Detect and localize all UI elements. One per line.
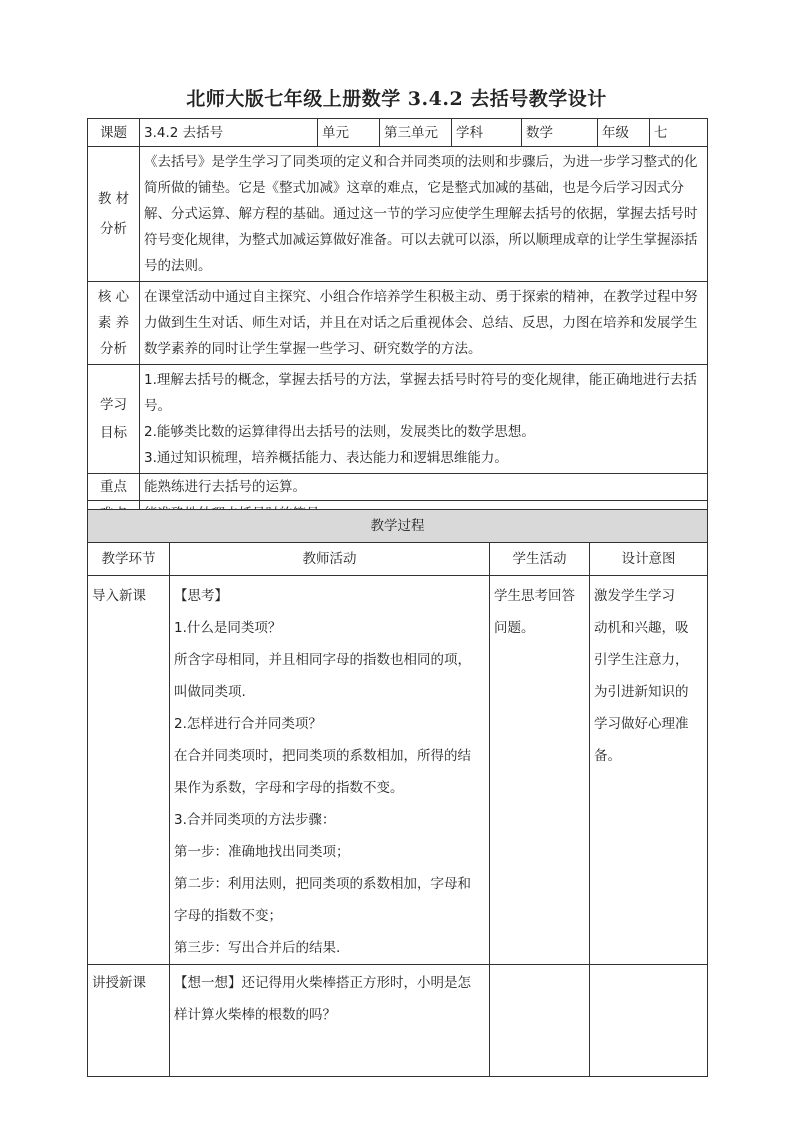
goals-label-line1: 学习 — [100, 397, 127, 413]
process-row-new-lesson — [88, 965, 708, 1077]
key-point-row — [88, 474, 708, 501]
intent-line: 学习做好心理准 — [594, 716, 689, 732]
stage-cell: 导入新课 — [88, 576, 170, 965]
teacher-line: 第三步：写出合并后的结果. — [174, 940, 341, 956]
header-row — [88, 119, 708, 147]
teacher-line: 叫做同类项. — [174, 684, 246, 700]
teacher-line: 2.怎样进行合并同类项？ — [174, 716, 322, 732]
course-value: 3.4.2 去括号 — [140, 119, 318, 147]
intent-line: 动机和兴趣，吸 — [594, 620, 689, 636]
info-table — [87, 118, 708, 528]
core-literacy-row — [88, 282, 708, 365]
material-analysis-text: 《去括号》是学生学习了同类项的定义和合并同类项的法则和步骤后，为进一步学习整式的化简所做的铺垫。它是《整式加减》这章的难点，它是整式加减的基础，也是今后学习因式分解、分式运算、解方程的基础。通过这一节的学习应使学生理解去括号的依据，掌握去括号时符号变化规律，为整式加减运算做好准备。可以去就可以添，所以顺理成章的让学生掌握添括号的法则。 — [140, 147, 708, 282]
core-label-line2: 素 养 — [97, 315, 130, 331]
goal-item: 3.通过知识梳理，培养概括能力、表达能力和逻辑思维能力。 — [144, 450, 508, 466]
teacher-line: 第一步：准确地找出同类项； — [174, 844, 350, 860]
page-title: 北师大版七年级上册数学 3.4.2 去括号教学设计 — [186, 88, 607, 110]
student-activity-cell — [490, 965, 590, 1077]
core-label-line3: 分析 — [100, 341, 127, 357]
material-label-line1: 教 材 — [97, 191, 130, 207]
teacher-line: 第二步：利用法则，把同类项的系数相加，字母和 — [174, 876, 471, 892]
unit-value: 第三单元 — [380, 119, 452, 147]
course-label: 课题 — [88, 119, 140, 147]
learning-goals-text — [140, 365, 708, 474]
student-activity-cell — [490, 576, 590, 965]
core-literacy-label — [88, 282, 140, 365]
teacher-line: 1.什么是同类项？ — [174, 620, 282, 636]
teacher-line: 果作为系数，字母和字母的指数不变。 — [174, 780, 404, 796]
key-point-label: 重点 — [88, 474, 140, 501]
goal-item: 2.能够类比数的运算律得出去括号的法则，发展类比的数学思想。 — [144, 424, 535, 440]
material-label-line2: 分析 — [100, 221, 127, 237]
process-title: 教学过程 — [88, 510, 708, 543]
col-header-stage: 教学环节 — [88, 543, 170, 576]
intent-line: 激发学生学习 — [594, 588, 675, 604]
intent-line: 为引进新知识的 — [594, 684, 689, 700]
col-header-student: 学生活动 — [490, 543, 590, 576]
process-header-row — [88, 543, 708, 576]
unit-label: 单元 — [318, 119, 380, 147]
stage-cell: 讲授新课 — [88, 965, 170, 1077]
teacher-line: 3.合并同类项的方法步骤： — [174, 812, 336, 828]
student-line: 问题。 — [494, 620, 535, 636]
subject-value: 数学 — [522, 119, 598, 147]
learning-goals-label — [88, 365, 140, 474]
material-analysis-label — [88, 147, 140, 282]
col-header-teacher: 教师活动 — [170, 543, 490, 576]
learning-goals-row — [88, 365, 708, 474]
grade-value: 七 — [650, 119, 708, 147]
goals-label-line2: 目标 — [100, 425, 127, 441]
student-line: 学生思考回答 — [494, 588, 575, 604]
material-analysis-row — [88, 147, 708, 282]
teacher-line: 【想一想】还记得用火柴棒搭正方形时，小明是怎 — [174, 975, 471, 991]
col-header-intent: 设计意图 — [590, 543, 708, 576]
subject-label: 学科 — [452, 119, 522, 147]
design-intent-cell — [590, 576, 708, 965]
intent-line: 备。 — [594, 748, 621, 764]
teacher-activity-cell — [170, 965, 490, 1077]
core-label-line1: 核 心 — [97, 289, 130, 305]
intent-line: 引学生注意力， — [594, 652, 689, 668]
process-table — [87, 509, 708, 1077]
teacher-line: 在合并同类项时，把同类项的系数相加，所得的结 — [174, 748, 471, 764]
goal-item: 1.理解去括号的概念，掌握去括号的方法，掌握去括号时符号的变化规律，能正确地进行去括号。 — [144, 372, 697, 414]
key-point-text: 能熟练进行去括号的运算。 — [140, 474, 708, 501]
teacher-activity-cell — [170, 576, 490, 965]
process-row-intro — [88, 576, 708, 965]
teacher-line: 所含字母相同，并且相同字母的指数也相同的项， — [174, 652, 471, 668]
core-literacy-text: 在课堂活动中通过自主探究、小组合作培养学生积极主动、勇于探索的精神，在教学过程中努力做到生生对话、师生对话，并且在对话之后重视体会、总结、反思，力图在培养和发展学生数学素养的同时让学生掌握一些学习、研究数学的方法。 — [140, 282, 708, 365]
teacher-line: 字母的指数不变； — [174, 908, 282, 924]
teacher-line: 样计算火柴棒的根数的吗？ — [174, 1007, 336, 1023]
design-intent-cell — [590, 965, 708, 1077]
teacher-line: 【思考】 — [174, 588, 228, 604]
grade-label: 年级 — [598, 119, 650, 147]
